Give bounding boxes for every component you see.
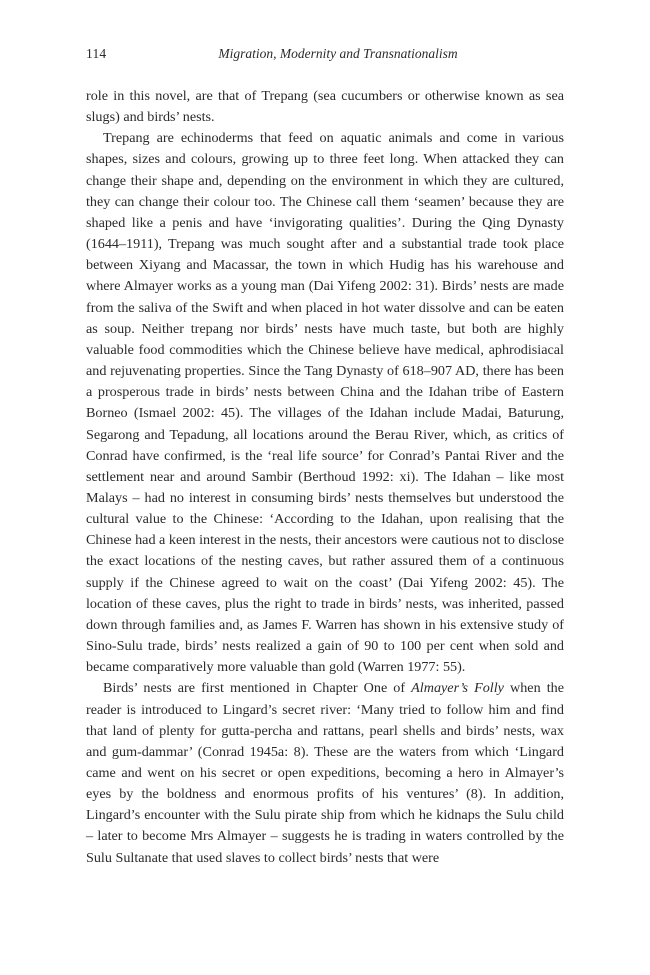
paragraph-birds-nests — [86, 678, 564, 868]
running-head: Migration, Modernity and Transnationalism — [218, 46, 458, 61]
page-number: 114 — [86, 46, 107, 61]
paragraph-continued: role in this novel, are that of Trepang (sea cucumbers or otherwise known as sea slugs) and birds’ nests. — [86, 88, 564, 126]
paragraph-text-rest: when the reader is introduced to Lingard’s secret river: ‘Many tried to follow him and find that land of plenty for gutta-percha and rattans, pearl shells and birds’ nests, wax and gum-dammar’ (Conrad 1945a: 8). These are the waters from which ‘Lingard came and went on his secret or open expeditions, becoming a hero in Almayer’s eyes by the boldness and enormous profits of his ventures’ (8). In addition, Lingard’s encounter with the Sulu pirate ship from which he kidnaps the Sulu child – later to become Mrs Almayer – suggests he is trading in waters controlled by the Sulu Sultanate that used slaves to collect birds’ nests that were — [86, 680, 564, 866]
book-title-italic: Almayer’s Folly — [411, 680, 504, 697]
page-header — [86, 46, 564, 66]
body-text — [86, 86, 564, 869]
paragraph-trepang: Trepang are echinoderms that feed on aquatic animals and come in various shapes, sizes and colours, growing up to three feet long. When attacked they can change their shape and, depending on the environment in which they are cultured, they can change their colour too. The Chinese call them ‘seamen’ because they are shaped like a penis and have ‘invigorating qualities’. During the Qing Dynasty (1644–1911), Trepang was much sought after and a substantial trade took place between Xiyang and Macassar, the town in which Hudig has his warehouse and where Almayer works as a young man (Dai Yifeng 2002: 31). Birds’ nests are made from the saliva of the Swift and when placed in hot water dissolve and can be eaten as soup. Neither trepang nor birds’ nests have much taste, but both are highly valuable food commodities which the Chinese believe have medical, aphrodisiacal and rejuvenating properties. Since the Tang Dynasty of 618–907 AD, there has been a prosperous trade in birds’ nests between China and the Idahan tribe of Eastern Borneo (Ismael 2002: 45). The villages of the Idahan include Madai, Baturung, Segarong and Tepadung, all locations around the Berau River, which, as critics of Conrad have confirmed, is the ‘real life source’ for Conrad’s Pantai River and the settlement near and around Sambir (Berthoud 1992: xi). The Idahan – like most Malays – had no interest in consuming birds’ nests themselves but understood the cultural value to the Chinese: ‘According to the Idahan, upon realising that the Chinese had a keen interest in the nests, their ancestors were cautious not to disclose the exact locations of the nesting caves, but rather assured them of a continuous supply if the Chinese agreed to wait on the coast’ (Dai Yifeng 2002: 45). The location of these caves, plus the right to trade in birds’ nests, was inherited, passed down through families and, as James F. Warren has shown in his extensive study of Sino-Sulu trade, birds’ nests realized a gain of 90 to 100 per cent when sold and became comparatively more valuable than gold (Warren 1977: 55). — [86, 130, 564, 676]
paragraph-text-start: Birds’ nests are first mentioned in Chapter One of — [103, 680, 412, 697]
